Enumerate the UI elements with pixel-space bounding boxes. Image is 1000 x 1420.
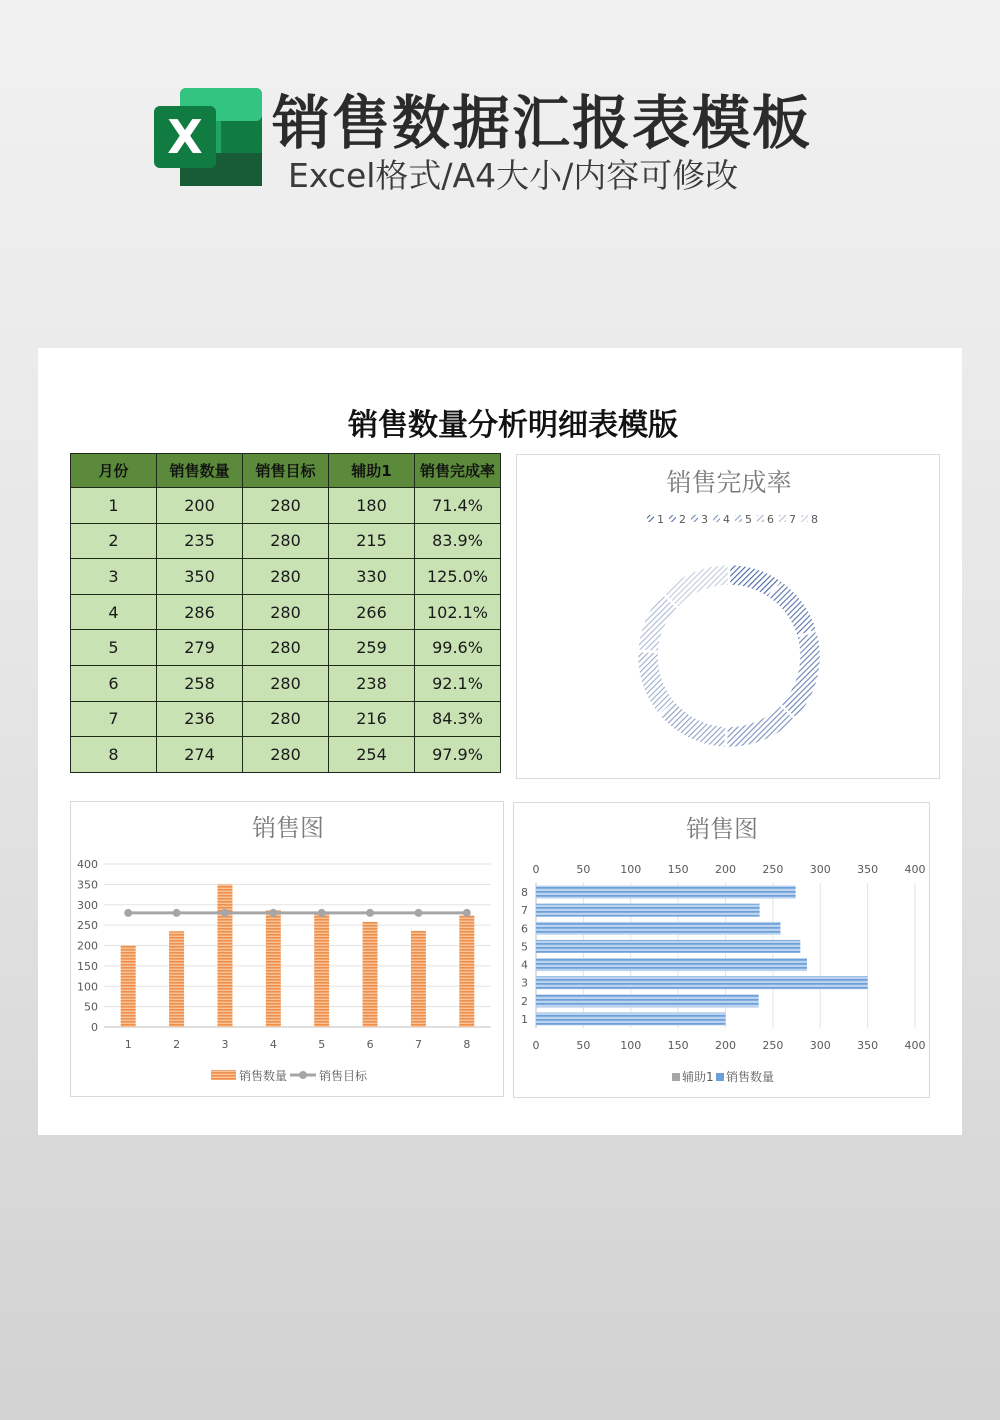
header-cell: 辅助1 <box>329 454 415 488</box>
donut-chart-svg <box>517 455 941 780</box>
table-cell: 97.9% <box>415 737 501 773</box>
x-tick-label: 8 <box>463 1038 471 1051</box>
table-cell: 2 <box>71 523 157 559</box>
y-tick-label: 250 <box>77 919 98 933</box>
legend-swatch <box>672 1073 680 1081</box>
x-tick-label-top: 0 <box>532 863 540 876</box>
x-tick-label: 5 <box>318 1038 326 1051</box>
legend-swatch <box>713 515 720 522</box>
x-tick-label-top: 200 <box>715 863 736 876</box>
sales-bar <box>266 910 281 1027</box>
y-tick-label: 5 <box>521 940 528 954</box>
x-tick-label-bottom: 350 <box>857 1039 879 1052</box>
x-tick-label-top: 100 <box>620 863 642 876</box>
table-cell: 279 <box>157 630 243 666</box>
sales-horizontal-bar-chart <box>513 802 930 1098</box>
table-cell: 125.0% <box>415 559 501 595</box>
x-tick-label: 6 <box>366 1038 374 1051</box>
x-tick-label-top: 350 <box>857 863 879 876</box>
x-tick-label-top: 250 <box>762 863 784 876</box>
x-tick-label-bottom: 300 <box>809 1039 831 1052</box>
table-cell: 8 <box>71 737 157 773</box>
legend-swatch <box>779 515 786 522</box>
table-cell: 350 <box>157 559 243 595</box>
table-cell: 6 <box>71 665 157 701</box>
sales-bar <box>536 904 760 917</box>
target-point <box>173 909 181 917</box>
table-cell: 180 <box>329 488 415 524</box>
sales-bar <box>536 994 759 1007</box>
legend-swatch <box>691 515 698 522</box>
table-row <box>71 523 501 559</box>
sales-column-chart <box>70 801 504 1097</box>
donut-slice <box>768 580 817 637</box>
table-cell: 274 <box>157 737 243 773</box>
target-point <box>221 909 229 917</box>
header-cell: 销售完成率 <box>415 454 501 488</box>
legend-label: 销售目标 <box>319 1069 368 1083</box>
y-tick-label: 1 <box>521 1012 528 1026</box>
excel-logo-icon <box>152 86 264 188</box>
column-chart-svg <box>71 802 505 1098</box>
donut-title: 销售完成率 <box>666 468 792 497</box>
table-cell: 215 <box>329 523 415 559</box>
table-cell: 280 <box>243 630 329 666</box>
table-cell: 200 <box>157 488 243 524</box>
legend-label: 销售数量 <box>239 1069 288 1083</box>
x-tick-label-bottom: 0 <box>532 1039 540 1052</box>
header-cell: 销售数量 <box>157 454 243 488</box>
legend-label: 1 <box>657 513 664 526</box>
table-cell: 235 <box>157 523 243 559</box>
sheet-title: 销售数量分析明细表模版 <box>348 408 678 443</box>
header-cell: 月份 <box>71 454 157 488</box>
x-tick-label: 2 <box>173 1038 181 1051</box>
legend-label: 6 <box>767 513 774 526</box>
donut-slice <box>662 564 729 608</box>
donut-slice <box>637 651 676 716</box>
target-point <box>318 909 326 917</box>
table-cell: 280 <box>243 737 329 773</box>
legend-swatch <box>669 515 676 522</box>
table-row <box>71 488 501 524</box>
header-cell: 销售目标 <box>243 454 329 488</box>
sales-bar <box>363 922 378 1027</box>
x-tick-label: 1 <box>124 1038 132 1051</box>
x-tick-label-top: 50 <box>576 863 591 876</box>
y-tick-label: 350 <box>77 878 98 892</box>
y-tick-label: 200 <box>77 939 98 953</box>
logo-letter: X <box>167 110 203 164</box>
legend-swatch <box>211 1070 236 1080</box>
table-cell: 236 <box>157 701 243 737</box>
y-tick-label: 6 <box>521 922 528 936</box>
table-cell: 280 <box>243 559 329 595</box>
x-tick-label-top: 150 <box>667 863 689 876</box>
y-tick-label: 300 <box>77 898 98 912</box>
sales-bar <box>536 886 796 899</box>
sales-table <box>70 453 501 773</box>
table-cell: 280 <box>243 488 329 524</box>
donut-slice <box>726 704 796 748</box>
legend-label: 5 <box>745 513 752 526</box>
y-tick-label: 0 <box>91 1021 98 1034</box>
target-point <box>463 909 471 917</box>
x-tick-label-bottom: 150 <box>667 1039 689 1052</box>
y-tick-label: 400 <box>77 858 98 871</box>
table-cell: 254 <box>329 737 415 773</box>
legend-label: 辅助1 <box>682 1070 714 1084</box>
table-cell: 216 <box>329 701 415 737</box>
y-tick-label: 2 <box>521 994 528 1008</box>
x-tick-label-bottom: 200 <box>715 1039 736 1052</box>
table-cell: 266 <box>329 594 415 630</box>
y-tick-label: 150 <box>77 959 98 973</box>
legend-label: 4 <box>723 513 730 526</box>
banner-subtitle: Excel格式/A4大小/内容可修改 <box>288 156 739 195</box>
column-chart-title: 销售图 <box>252 814 324 842</box>
y-tick-label: 4 <box>521 958 528 972</box>
x-tick-label-bottom: 50 <box>576 1039 591 1052</box>
x-tick-label-top: 400 <box>904 863 926 876</box>
table-cell: 286 <box>157 594 243 630</box>
sales-bar <box>536 976 868 989</box>
table-row <box>71 737 501 773</box>
table-header-row <box>71 454 501 488</box>
target-point <box>124 909 132 917</box>
banner-title: 销售数据汇报表模板 <box>272 89 813 157</box>
sheet <box>38 348 962 1135</box>
table-cell: 258 <box>157 665 243 701</box>
legend-label: 3 <box>701 513 708 526</box>
banner <box>0 0 1000 230</box>
legend-marker <box>299 1071 307 1079</box>
x-tick-label: 7 <box>414 1038 422 1051</box>
sales-bar <box>169 931 184 1027</box>
x-tick-label-bottom: 400 <box>904 1039 926 1052</box>
legend-label: 7 <box>789 513 796 526</box>
table-cell: 330 <box>329 559 415 595</box>
table-cell: 102.1% <box>415 594 501 630</box>
legend-label: 2 <box>679 513 686 526</box>
x-tick-label-bottom: 250 <box>762 1039 784 1052</box>
x-tick-label-bottom: 100 <box>620 1039 642 1052</box>
y-tick-label: 3 <box>521 976 528 990</box>
y-tick-label: 7 <box>521 904 528 918</box>
horizontal-bar-chart-svg <box>514 803 931 1099</box>
table-cell: 3 <box>71 559 157 595</box>
table-cell: 238 <box>329 665 415 701</box>
table-cell: 92.1% <box>415 665 501 701</box>
sales-bar <box>121 946 136 1028</box>
table-cell: 83.9% <box>415 523 501 559</box>
table-cell: 280 <box>243 665 329 701</box>
sales-bar <box>536 922 780 935</box>
table-cell: 280 <box>243 523 329 559</box>
legend-label: 8 <box>811 513 818 526</box>
sales-bar <box>536 1012 726 1025</box>
table-row <box>71 594 501 630</box>
x-tick-label-top: 300 <box>809 863 831 876</box>
y-tick-label: 100 <box>77 980 98 994</box>
table-cell: 5 <box>71 630 157 666</box>
legend-swatch <box>735 515 742 522</box>
sales-bar <box>217 884 232 1027</box>
target-point <box>269 909 277 917</box>
table-cell: 280 <box>243 701 329 737</box>
table-row <box>71 665 501 701</box>
table-row <box>71 701 501 737</box>
table-cell: 7 <box>71 701 157 737</box>
table-cell: 71.4% <box>415 488 501 524</box>
legend-swatch <box>757 515 764 522</box>
bar-chart-title: 销售图 <box>686 815 758 843</box>
y-tick-label: 8 <box>521 886 528 900</box>
legend-swatch <box>801 515 808 522</box>
x-tick-label: 4 <box>269 1038 277 1051</box>
legend-swatch <box>647 515 654 522</box>
table-cell: 1 <box>71 488 157 524</box>
table-cell: 84.3% <box>415 701 501 737</box>
x-tick-label: 3 <box>221 1038 229 1051</box>
completion-rate-chart <box>516 454 940 779</box>
target-point <box>414 909 422 917</box>
sales-bar <box>536 958 807 971</box>
table-row <box>71 559 501 595</box>
sales-bar <box>459 915 474 1027</box>
y-tick-label: 50 <box>84 1000 98 1014</box>
table-cell: 280 <box>243 594 329 630</box>
legend-label: 销售数量 <box>726 1070 775 1084</box>
table-cell: 259 <box>329 630 415 666</box>
table-cell: 4 <box>71 594 157 630</box>
table-cell: 99.6% <box>415 630 501 666</box>
sales-bar <box>536 940 800 953</box>
sales-bar <box>314 913 329 1027</box>
legend-swatch <box>716 1073 724 1081</box>
target-point <box>366 909 374 917</box>
sales-bar <box>411 931 426 1027</box>
donut-slice <box>780 631 821 720</box>
table-row <box>71 630 501 666</box>
